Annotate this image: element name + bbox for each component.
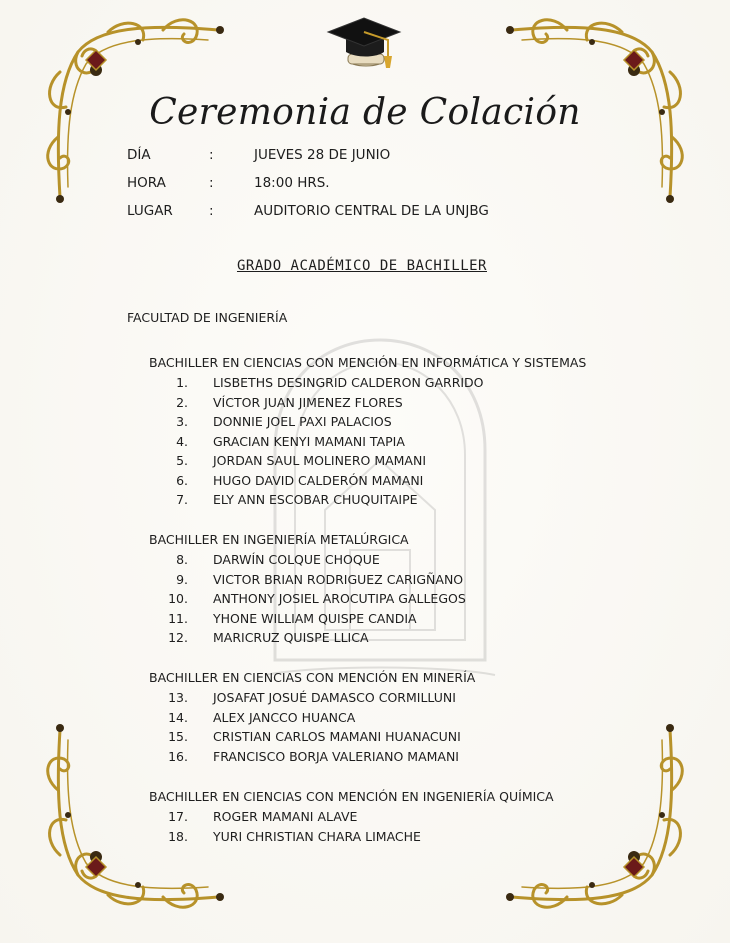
- student-number: 7.: [176, 492, 188, 507]
- student-row: [0, 729, 730, 748]
- student-row: [0, 552, 730, 571]
- student-name: MARICRUZ QUISPE LLICA: [213, 630, 369, 645]
- student-number: 5.: [176, 453, 188, 468]
- info-colon: :: [209, 147, 214, 163]
- program-title: BACHILLER EN INGENIERÍA METALÚRGICA: [149, 532, 409, 547]
- student-row: [0, 375, 730, 394]
- student-name: DONNIE JOEL PAXI PALACIOS: [213, 414, 392, 429]
- info-colon: :: [209, 175, 214, 191]
- student-number: 17.: [168, 809, 188, 824]
- student-name: JOSAFAT JOSUÉ DAMASCO CORMILLUNI: [213, 690, 456, 705]
- student-name: ELY ANN ESCOBAR CHUQUITAIPE: [213, 492, 418, 507]
- info-label: LUGAR: [127, 203, 173, 219]
- student-name: VÍCTOR JUAN JIMENEZ FLORES: [213, 394, 403, 410]
- student-number: 1.: [176, 375, 188, 390]
- student-number: 15.: [168, 729, 188, 744]
- student-row: [0, 591, 730, 610]
- degree-heading: GRADO ACADÉMICO DE BACHILLER: [236, 258, 487, 274]
- student-row: [0, 492, 730, 511]
- student-name: HUGO DAVID CALDERÓN MAMANI: [213, 472, 424, 488]
- info-label: DÍA: [127, 147, 151, 163]
- student-name: VICTOR BRIAN RODRIGUEZ CARIGÑANO: [213, 571, 464, 587]
- program-title: BACHILLER EN CIENCIAS CON MENCIÓN EN INFORMÁTICA Y SISTEMAS: [149, 355, 587, 370]
- student-name: ROGER MAMANI ALAVE: [213, 809, 358, 824]
- student-number: 4.: [176, 433, 188, 449]
- student-number: 6.: [176, 472, 188, 488]
- student-number: 10.: [168, 591, 188, 606]
- student-row: [0, 829, 730, 848]
- student-number: 14.: [168, 709, 188, 725]
- student-name: LISBETHS DESINGRID CALDERON GARRIDO: [213, 375, 484, 390]
- student-name: YURI CHRISTIAN CHARA LIMACHE: [213, 828, 421, 844]
- student-number: 9.: [176, 571, 188, 587]
- info-value: JUEVES 28 DE JUNIO: [254, 147, 391, 163]
- student-row: [0, 572, 730, 591]
- student-number: 18.: [168, 828, 188, 844]
- info-value: 18:00 HRS.: [254, 175, 330, 191]
- info-label: HORA: [127, 175, 166, 191]
- student-row: [0, 809, 730, 828]
- student-row: [0, 611, 730, 630]
- student-name: FRANCISCO BORJA VALERIANO MAMANI: [213, 748, 459, 764]
- student-row: [0, 395, 730, 414]
- student-name: CRISTIAN CARLOS MAMANI HUANACUNI: [213, 729, 461, 744]
- student-row: [0, 690, 730, 709]
- student-number: 8.: [176, 552, 188, 567]
- student-number: 16.: [168, 748, 188, 764]
- program-title: BACHILLER EN CIENCIAS CON MENCIÓN EN INGENIERÍA QUÍMICA: [149, 789, 554, 804]
- student-name: DARWÍN COLQUE CHOQUE: [213, 552, 380, 567]
- student-number: 3.: [176, 414, 188, 429]
- program-title: BACHILLER EN CIENCIAS CON MENCIÓN EN MINERÍA: [149, 670, 476, 685]
- graduation-cap-icon: [326, 12, 402, 78]
- student-row: [0, 473, 730, 492]
- student-name: ANTHONY JOSIEL AROCUTIPA GALLEGOS: [213, 591, 466, 606]
- student-row: [0, 749, 730, 768]
- student-number: 12.: [168, 630, 188, 645]
- student-number: 2.: [176, 394, 188, 410]
- student-name: ALEX JANCCO HUANCA: [213, 709, 356, 725]
- student-row: [0, 710, 730, 729]
- student-name: GRACIAN KENYI MAMANI TAPIA: [213, 433, 405, 449]
- faculty-heading: FACULTAD DE INGENIERÍA: [127, 310, 288, 325]
- info-value: AUDITORIO CENTRAL DE LA UNJBG: [254, 203, 489, 219]
- student-name: JORDAN SAUL MOLINERO MAMANI: [213, 453, 427, 468]
- student-name: YHONE WILLIAM QUISPE CANDIA: [213, 610, 417, 626]
- student-number: 11.: [168, 610, 188, 626]
- student-number: 13.: [168, 690, 188, 705]
- page-title: Ceremonia de Colación: [149, 92, 581, 133]
- student-row: [0, 630, 730, 649]
- student-row: [0, 434, 730, 453]
- student-row: [0, 414, 730, 433]
- student-row: [0, 453, 730, 472]
- info-colon: :: [209, 203, 214, 219]
